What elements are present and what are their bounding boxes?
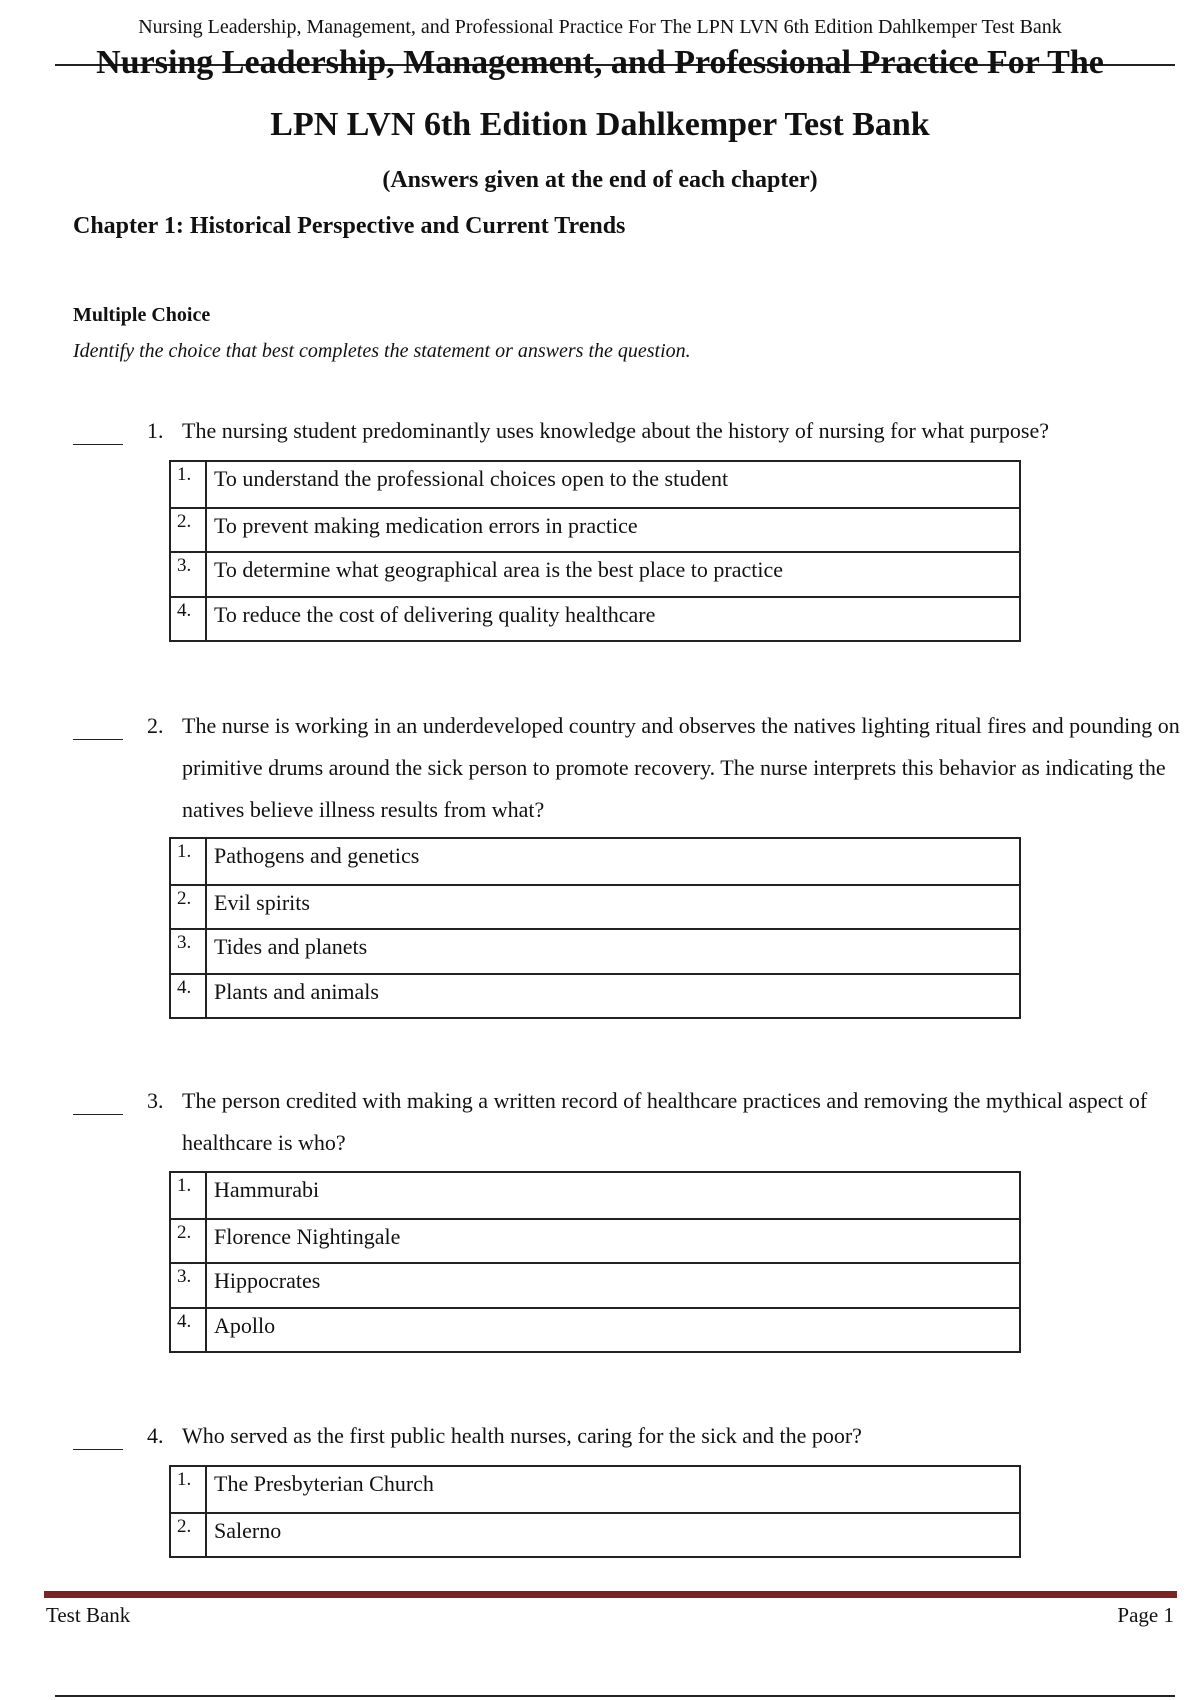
question-text: The person credited with making a written record of healthcare practices and removing the mythical aspect of healthcare is who? — [182, 1088, 1148, 1155]
choice-row — [171, 1307, 1019, 1352]
choice-number: 2. — [171, 1514, 207, 1557]
choice-row — [171, 1512, 1019, 1557]
choice-text: Salerno — [214, 1517, 282, 1543]
question-number: 2. — [147, 713, 164, 738]
choice-row — [171, 1173, 1019, 1218]
question-text: The nurse is working in an underdeveloped country and observes the natives lighting ritual fires and pounding on primitive drums around the sick person to promote recovery. The nurse interprets this behavior as indicating the natives believe illness results from what? — [182, 713, 1180, 822]
choice-number: 1. — [171, 839, 207, 884]
choice-number: 4. — [171, 975, 207, 1018]
page-number: Page 1 — [1117, 1603, 1174, 1627]
choice-text: The Presbyterian Church — [214, 1471, 434, 1496]
choice-number: 2. — [171, 509, 207, 552]
choice-text: Hammurabi — [214, 1177, 320, 1202]
choice-row — [171, 839, 1019, 884]
running-header: Nursing Leadership, Management, and Professional Practice For The LPN LVN 6th Edition Dahlkemper Test Bank — [138, 16, 1062, 38]
bottom-rule — [55, 1695, 1175, 1697]
choice-number: 2. — [171, 1220, 207, 1263]
choice-text: Hippocrates — [214, 1268, 321, 1293]
choice-number: 3. — [171, 553, 207, 596]
choice-row — [171, 884, 1019, 929]
footer-label: Test Bank — [46, 1603, 131, 1627]
choice-number: 1. — [171, 462, 207, 507]
choices-table — [169, 1465, 1021, 1558]
choice-text: Tides and planets — [214, 934, 368, 959]
question-text: The nursing student predominantly uses knowledge about the history of nursing for what purpose? — [182, 418, 1050, 443]
subtitle: (Answers given at the end of each chapter) — [382, 167, 818, 193]
answer-blank — [73, 444, 123, 445]
choice-text: To understand the professional choices open to the student — [214, 466, 729, 491]
document-title-line-2: LPN LVN 6th Edition Dahlkemper Test Bank — [270, 106, 930, 143]
choice-number: 1. — [171, 1173, 207, 1218]
choice-number: 3. — [171, 930, 207, 973]
choice-number: 1. — [171, 1467, 207, 1512]
section-instructions: Identify the choice that best completes the statement or answers the question. — [73, 340, 691, 362]
choice-row — [171, 973, 1019, 1018]
question-text: Who served as the first public health nurses, caring for the sick and the poor? — [182, 1423, 862, 1448]
choice-row — [171, 462, 1019, 507]
choice-row — [171, 507, 1019, 552]
choice-number: 4. — [171, 598, 207, 641]
chapter-heading: Chapter 1: Historical Perspective and Current Trends — [73, 213, 626, 239]
question-number: 1. — [147, 418, 164, 443]
question-number: 3. — [147, 1088, 164, 1113]
choices-table — [169, 837, 1021, 1019]
section-heading: Multiple Choice — [73, 304, 211, 326]
choice-text: To prevent making medication errors in practice — [214, 512, 638, 538]
choice-row — [171, 928, 1019, 973]
choice-row — [171, 1218, 1019, 1263]
choice-text: To determine what geographical area is the best place to practice — [214, 557, 783, 582]
answer-blank — [73, 1114, 123, 1115]
choice-number: 2. — [171, 886, 207, 929]
question-number: 4. — [147, 1423, 164, 1448]
choice-text: Florence Nightingale — [214, 1223, 401, 1249]
choice-text: Apollo — [214, 1312, 276, 1338]
choice-row — [171, 1467, 1019, 1512]
document-title-line-1: Nursing Leadership, Management, and Professional Practice For The — [96, 44, 1104, 81]
choice-text: Pathogens and genetics — [214, 843, 420, 868]
choice-text: Evil spirits — [214, 889, 310, 915]
choice-row — [171, 551, 1019, 596]
choice-row — [171, 1262, 1019, 1307]
answer-blank — [73, 1449, 123, 1450]
choice-row — [171, 596, 1019, 641]
footer-rule — [44, 1591, 1177, 1598]
choice-number: 3. — [171, 1264, 207, 1307]
answer-blank — [73, 739, 123, 740]
choices-table — [169, 1171, 1021, 1353]
choices-table — [169, 460, 1021, 642]
choice-text: Plants and animals — [214, 978, 379, 1004]
choice-text: To reduce the cost of delivering quality healthcare — [214, 601, 656, 627]
choice-number: 4. — [171, 1309, 207, 1352]
